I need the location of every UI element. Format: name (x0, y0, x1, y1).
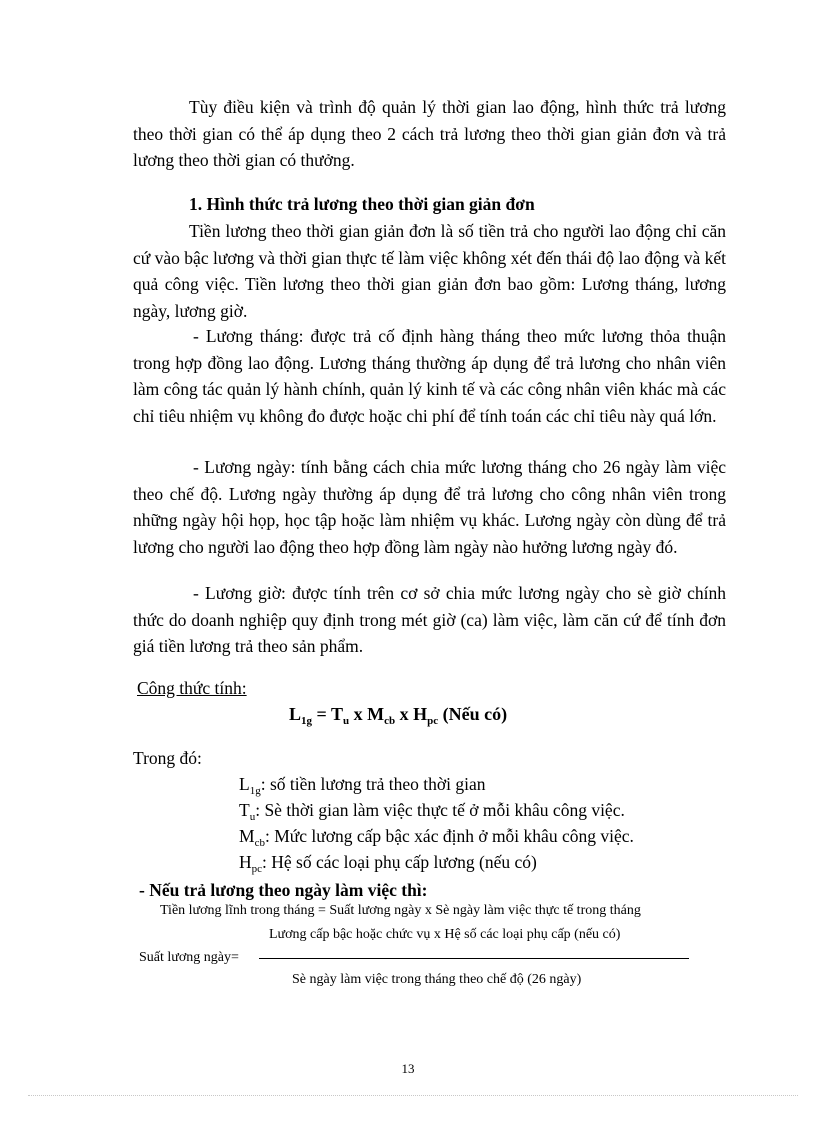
formula-label: Công thức tính: (137, 678, 247, 698)
hourly-salary-paragraph: - Lương giờ: được tính trên cơ sở chia mức lương ngày cho sè giờ chính thức do doanh nghiệp quy định trong mét giờ (ca) làm việc, làm căn cứ để tính đơn giá tiền lương trả theo sản phẩm. (133, 583, 726, 657)
fraction-left-label: Suất lương ngày= (139, 950, 239, 965)
page-number: 13 (401, 1061, 415, 1076)
simple-time-pay-paragraph: Tiền lương theo thời gian giản đơn là số tiền trả cho người lao động chỉ căn cứ vào bậc lương và thời gian thực tế làm việc không xét đến thái độ lao động và kết quả công việc. Tiền lương theo thời gian giản đơn bao gồm: Lương tháng, lương ngày, lương giờ. (133, 221, 726, 321)
section-heading: 1. Hình thức trả lương theo thời gian giản đơn (189, 194, 535, 214)
intro-paragraph: Tùy điều kiện và trình độ quản lý thời gian lao động, hình thức trả lương theo thời gian có thể áp dụng theo 2 cách trả lương theo thời gian giản đơn và trả lương theo thời gian có thưởng. (133, 97, 726, 171)
where-label: Trong đó: (133, 748, 202, 768)
page-bottom-divider (28, 1095, 798, 1096)
time-pay-formula: $L_{1g} = T_u$ x $M_{cb}$ x $H_{pc}$ (Nếu có) (289, 704, 508, 727)
fraction-denominator: Sè ngày làm việc trong tháng theo chế độ (26 ngày) (292, 972, 582, 987)
fraction-bar (259, 958, 689, 959)
definition-item: $H_{pc}$: Hệ số các loại phụ cấp lương (nếu có) (239, 852, 537, 875)
definition-item: $M_{cb}$: Mức lương cấp bậc xác định ở mỗi khâu công việc. (239, 826, 634, 849)
daily-salary-paragraph: - Lương ngày: tính bằng cách chia mức lương tháng cho 26 ngày làm việc theo chế độ. Lương ngày thường áp dụng để trả lương cho công nhân viên trong những ngày hội họp, học tập hoặc làm nhiệm vụ khác. Lương ngày còn dùng để trả lương cho người lao động theo hợp đồng làm ngày nào hưởng lương ngày đó. (133, 457, 726, 557)
monthly-salary-paragraph: - Lương tháng: được trả cố định hàng tháng theo mức lương thỏa thuận trong hợp đồng lao động. Lương tháng thường áp dụng để trả lương cho nhân viên làm công tác quản lý hành chính, quản lý kinh tế và các công nhân viên khác mà các chỉ tiêu nhiệm vụ không đo được hoặc chi phí để tính toán các chỉ tiêu này quá lớn. (133, 326, 726, 426)
definition-item: $T_u$: Sè thời gian làm việc thực tế ở mỗi khâu công việc. (239, 800, 625, 823)
definition-item: $L_{1g}$: số tiền lương trả theo thời gian (239, 774, 486, 797)
by-day-heading: - Nếu trả lương theo ngày làm việc thì: (139, 880, 428, 900)
monthly-pay-equation: Tiền lương lĩnh trong tháng = Suất lương ngày x Sè ngày làm việc thực tế trong tháng (160, 903, 641, 918)
fraction-numerator: Lương cấp bậc hoặc chức vụ x Hệ số các loại phụ cấp (nếu có) (269, 927, 621, 942)
